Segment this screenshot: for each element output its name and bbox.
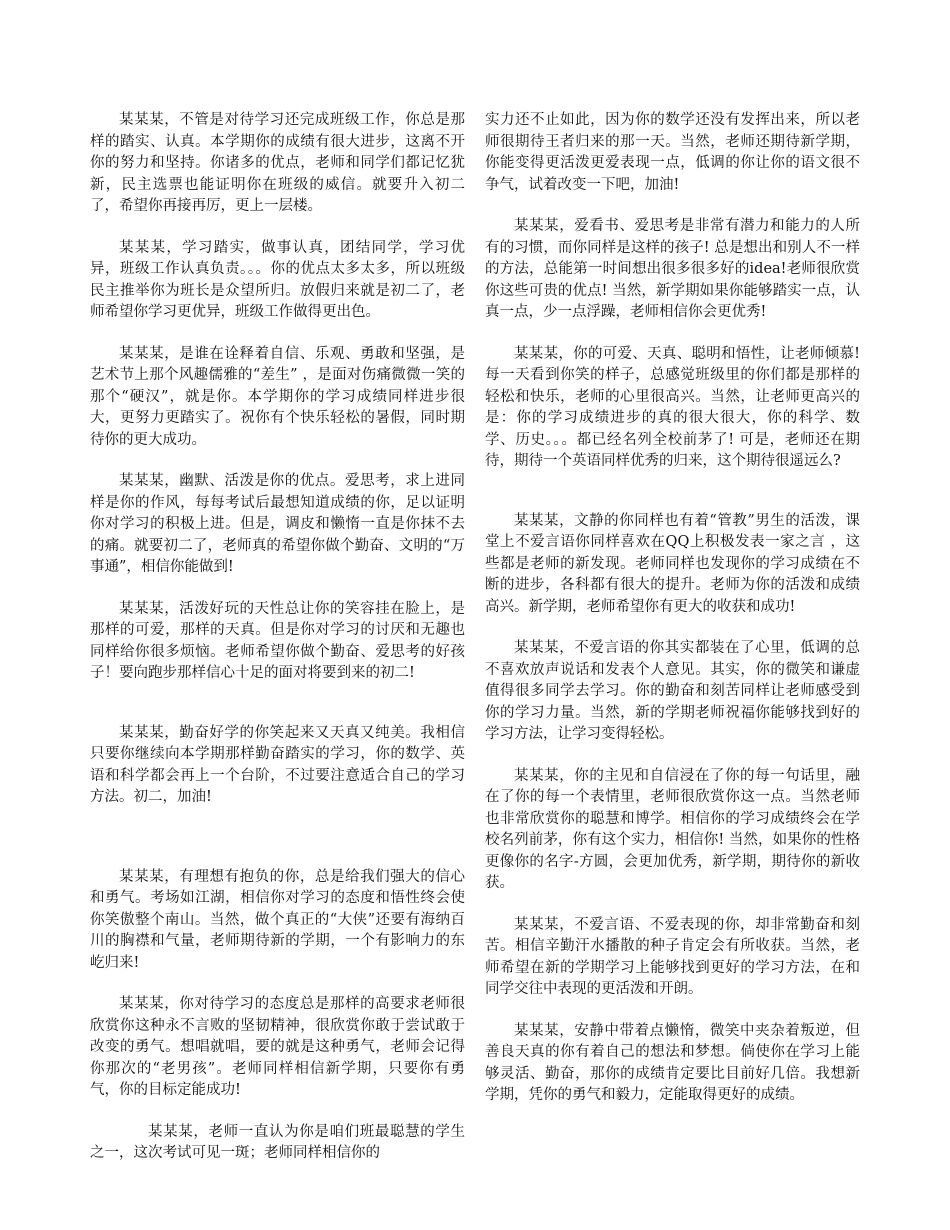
- comment-paragraph: 某某某，安静中带着点懒惰，微笑中夹杂着叛逆，但善良天真的你有着自己的想法和梦想。倘使你在学习上能够灵活、勤奋，那你的成绩肯定要比目前好几倍。我想新学期，凭你的勇气和毅力，定能取得更好的成绩。: [485, 1022, 860, 1103]
- paragraph-gap: [90, 218, 465, 238]
- paragraph-gap: [90, 847, 465, 867]
- left-column: [90, 110, 465, 1165]
- paragraph-gap: [90, 685, 465, 723]
- paragraph-gap: [485, 324, 860, 344]
- comment-paragraph: 某某某，学习踏实，做事认真，团结同学，学习优异，班级工作认真负责。。。你的优点太多太多，所以班级民主推举你为班长是众望所归。放假归来就是初二了，老师希望你学习更优异，班级工作做得更出色。: [90, 239, 465, 320]
- comment-paragraph: 某某某，有理想有抱负的你，总是给我们强大的信心和勇气。考场如江湖，相信你对学习的态度和悟性终会使你笑傲整个南山。当然，做个真正的“大侠”还要有海纳百川的胸襟和气量，老师期待新的学期，一个有影响力的东屹归来!: [90, 868, 465, 971]
- comment-paragraph: 某某某，你的主见和自信浸在了你的每一句话里，融在了你的每一个表情里，老师很欣赏你这一点。当然老师也非常欣赏你的聪慧和博学。相信你的学习成绩终会在学校名列前茅，你有这个实力，相信你! 当然，如果你的性格更像你的名字-方圆，会更加优秀，新学期，期待你的新收获。: [485, 767, 860, 891]
- paragraph-gap: [485, 746, 860, 766]
- paragraph-gap: [485, 196, 860, 216]
- comment-paragraph: 某某某，不爱言语的你其实都装在了心里，低调的总不喜欢放声说话和发表个人意见。其实，你的微笑和谦虚值得很多同学去学习。你的勤奋和刻苦同样让老师感受到你的学习力量。当然，新的学期老师祝福你能够找到好的学习方法，让学习变得轻松。: [485, 640, 860, 742]
- paragraph-gap: [90, 1102, 465, 1122]
- paragraph-gap: [90, 974, 465, 994]
- paragraph-gap: [90, 579, 465, 599]
- comment-paragraph: 某某某，你对待学习的态度总是那样的高要求老师很欣赏你这种永不言败的坚韧精神，很欣赏你敢于尝试敢于改变的勇气。想唱就唱，要的就是这种勇气，老师会记得你那次的“老男孩”。老师同样相信新学期，只要你有勇气，你的目标定能成功!: [90, 996, 465, 1098]
- comment-paragraph: 某某某，老师一直认为你是咱们班最聪慧的学生之一，这次考试可见一斑；老师同样相信你的: [90, 1123, 465, 1161]
- paragraph-gap: [485, 473, 860, 511]
- comment-paragraph: 某某某，不爱言语、不爱表现的你，却非常勤奋和刻苦。相信辛勤汗水播散的种子肯定会有所收获。当然，老师希望在新的学期学习上能够找到更好的学习方法，在和同学交往中表现的更活泼和开朗。: [485, 916, 860, 997]
- comment-paragraph: 某某某，勤奋好学的你笑起来又天真又纯美。我相信只要你继续向本学期那样勤奋踏实的学习，你的数学、英语和科学都会再上一个台阶，不过要注意适合自己的学习方法。初二，加油!: [90, 724, 465, 805]
- paragraph-gap: [90, 324, 465, 344]
- comment-paragraph: 某某某，爱看书、爱思考是非常有潜力和能力的人所有的习惯，而你同样是这样的孩子! 总是想出和别人不一样的方法，总能第一时间想出很多很多好的idea!老师很欣赏你这些可贵的优点! 当然，新学期如果你能够踏实一点，认真一点，少一点浮躁，老师相信你会更优秀!: [485, 218, 860, 320]
- comment-paragraph: 某某某，你的可爱、天真、聪明和悟性，让老师倾慕! 每一天看到你笑的样子，总感觉班级里的你们都是那样的轻松和快乐，老师的心里很高兴。当然，让老师更高兴的是：你的学习成绩进步的真的很大很大，你的科学、数学、历史。。。都已经名列全校前茅了! 可是，老师还在期待，期待一个英语同样优秀的归来，这个期待很遥远么?: [485, 345, 860, 469]
- paragraph-gap: [90, 809, 465, 847]
- paragraph-gap: [485, 895, 860, 915]
- comment-paragraph: 某某某，幽默、活泼是你的优点。爱思考，求上进同样是你的作风，每每考试后最想知道成绩的你，足以证明你对学习的积极上进。但是，调皮和懒惰一直是你抹不去的痛。就要初二了，老师真的希望你做个勤奋、文明的“万事通”，相信你能做到!: [90, 473, 465, 575]
- comment-paragraph: 某某某，是谁在诠释着自信、乐观、勇敢和坚强，是艺术节上那个风趣儒雅的“差生” ，是面对伤痛微微一笑的那个“硬汉”，就是你。本学期你的学习成绩同样进步很大，更努力更踏实了。祝你有个快乐轻松的暑假，同时期待你的更大成功。: [90, 345, 465, 448]
- paragraph-gap: [90, 451, 465, 471]
- paragraph-gap: [485, 618, 860, 638]
- comment-paragraph: 某某某，活泼好玩的天性总让你的笑容挂在脸上，是那样的可爱，那样的天真。但是你对学习的讨厌和无趣也同样给你很多烦恼。老师希望你做个勤奋、爱思考的好孩子！要向跑步那样信心十足的面对将要到来的初二!: [90, 600, 465, 681]
- paragraph-gap: [485, 1001, 860, 1021]
- comment-paragraph: 某某某，文静的你同样也有着“管教”男生的活泼，课堂上不爱言语你同样喜欢在QQ上积极发表一家之言 ，这些都是老师的新发现。老师同样也发现你的学习成绩在不断的进步，各科都有很大的提升。老师为你的活泼和成绩高兴。新学期，老师希望你有更大的收获和成功!: [485, 512, 860, 615]
- comment-paragraph: 实力还不止如此，因为你的数学还没有发挥出来，所以老师很期待王者归来的那一天。当然，老师还期待新学期，你能变得更活泼更爱表现一点，低调的你让你的语文很不争气，试着改变一下吧，加油!: [485, 112, 860, 193]
- comment-paragraph: 某某某，不管是对待学习还完成班级工作，你总是那样的踏实、认真。本学期你的成绩有很大进步，这离不开你的努力和坚持。你诸多的优点，老师和同学们都记忆犹新，民主选票也能证明你在班级的威信。就要升入初二了，希望你再接再厉，更上一层楼。: [90, 112, 465, 214]
- right-column: [485, 110, 860, 1107]
